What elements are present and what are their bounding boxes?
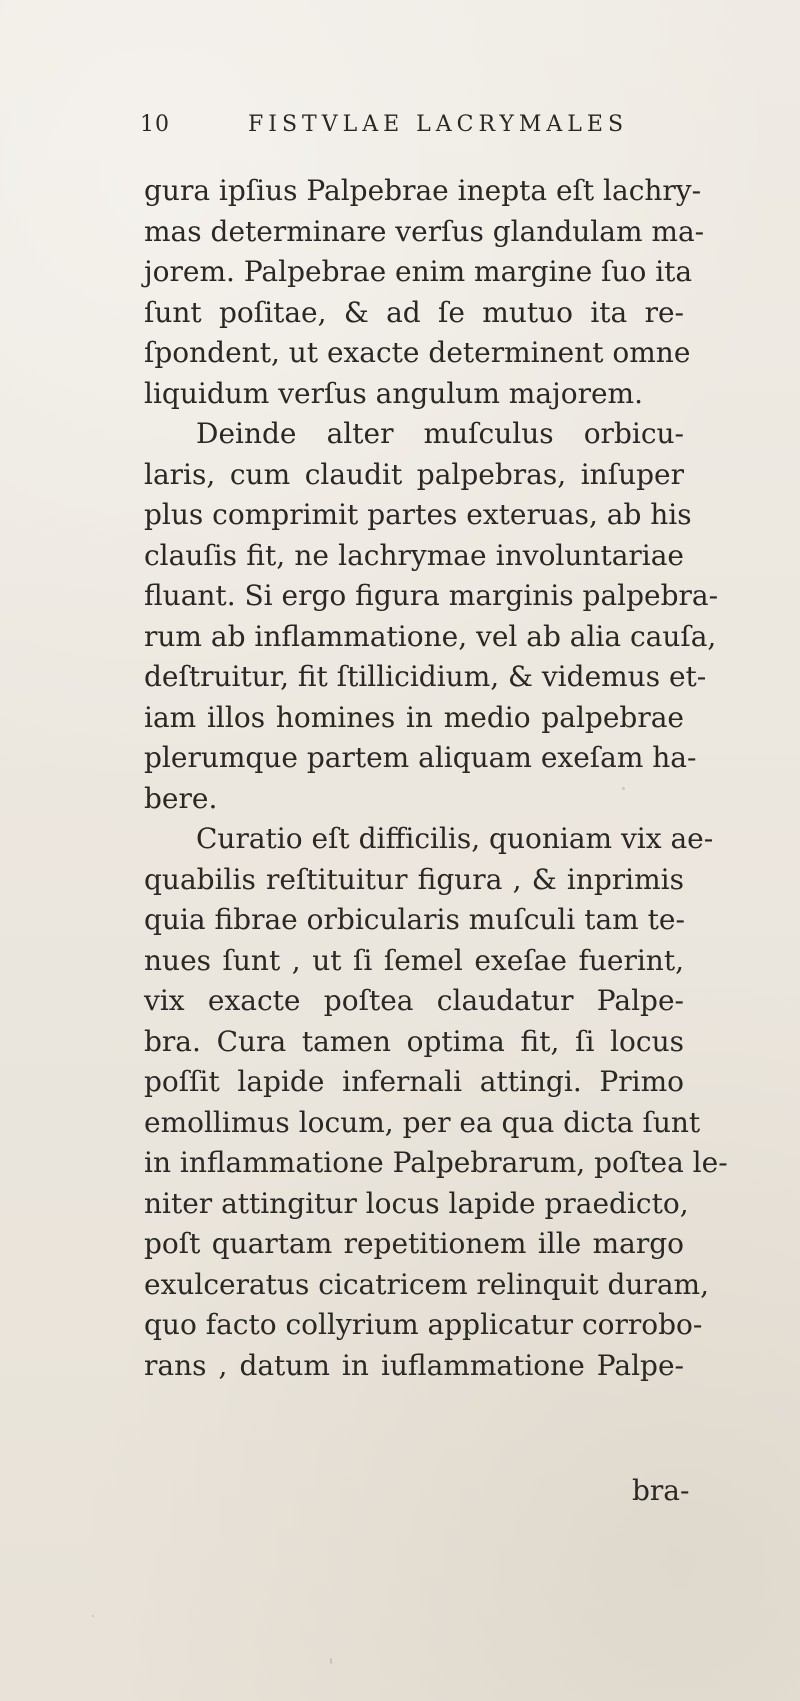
text-line: plerumque partem aliquam exeſam ha- xyxy=(144,741,697,774)
text-line: jorem. Palpebrae enim margine ſuo ita xyxy=(144,255,693,288)
text-line: vix exacte poſtea claudatur Palpe- xyxy=(144,984,684,1017)
text-line: mas determinare verſus glandulam ma- xyxy=(144,214,705,248)
text-line: laris, cum claudit palpebras, inſuper xyxy=(144,457,684,491)
text-line: rans , datum in iuflammatione Palpe- xyxy=(144,1348,684,1382)
text-line: emollimus locum, per ea qua dicta ſunt xyxy=(144,1105,701,1139)
text-line: quia fibrae orbicularis muſculi tam te- xyxy=(144,903,685,936)
text-line: ſpondent, ut exacte determinent omne xyxy=(144,336,691,369)
paper-spot xyxy=(622,787,625,790)
text-line: gura ipſius Palpebrae inepta eſt lachry- xyxy=(144,174,702,207)
text-line: niter attingitur locus lapide praedicto, xyxy=(144,1186,689,1220)
paragraph-start-line: Curatio eſt difficilis, quoniam vix ae- xyxy=(196,822,714,855)
text-line: fluant. Si ergo figura marginis palpebra- xyxy=(144,579,719,612)
text-line: rum ab inflammatione, vel ab alia cauſa, xyxy=(144,619,717,653)
main-text xyxy=(144,171,728,1386)
text-line: quo facto collyrium applicatur corrobo- xyxy=(144,1308,703,1341)
page-number: 10 xyxy=(140,112,170,137)
text-line: clauſis fit, ne lachrymae involuntariae xyxy=(144,538,684,572)
text-line: quabilis reſtituitur figura , & inprimis xyxy=(144,862,684,896)
text-line: poſt quartam repetitionem ille margo xyxy=(144,1227,684,1260)
paper-spot xyxy=(330,1658,332,1664)
text-line: poſſit lapide infernali attingi. Primo xyxy=(144,1065,684,1098)
catchword: bra- xyxy=(632,1474,690,1507)
running-head: FISTVLAE LACRYMALES xyxy=(248,112,629,137)
paragraph-start-line: Deinde alter muſculus orbicu- xyxy=(196,417,684,450)
text-line: bere. xyxy=(144,781,218,815)
paper-spot xyxy=(92,1615,94,1617)
text-line: iam illos homines in medio palpebrae xyxy=(144,700,684,734)
page-header xyxy=(140,112,700,148)
text-line: deſtruitur, fit ſtillicidium, & videmus et- xyxy=(144,660,707,693)
text-line: bra. Cura tamen optima fit, ſi locus xyxy=(144,1024,684,1058)
text-line: in inflammatione Palpebrarum, poſtea le- xyxy=(144,1146,728,1179)
text-line: plus comprimit partes exteruas, ab his xyxy=(144,498,692,531)
text-line: nues ſunt , ut ſi ſemel exeſae fuerint, xyxy=(144,943,684,977)
text-line: liquidum verſus angulum majorem. xyxy=(144,376,643,410)
text-line: ſunt poſitae, & ad ſe mutuo ita re- xyxy=(144,295,684,329)
text-line: exulceratus cicatricem relinquit duram, xyxy=(144,1267,709,1301)
